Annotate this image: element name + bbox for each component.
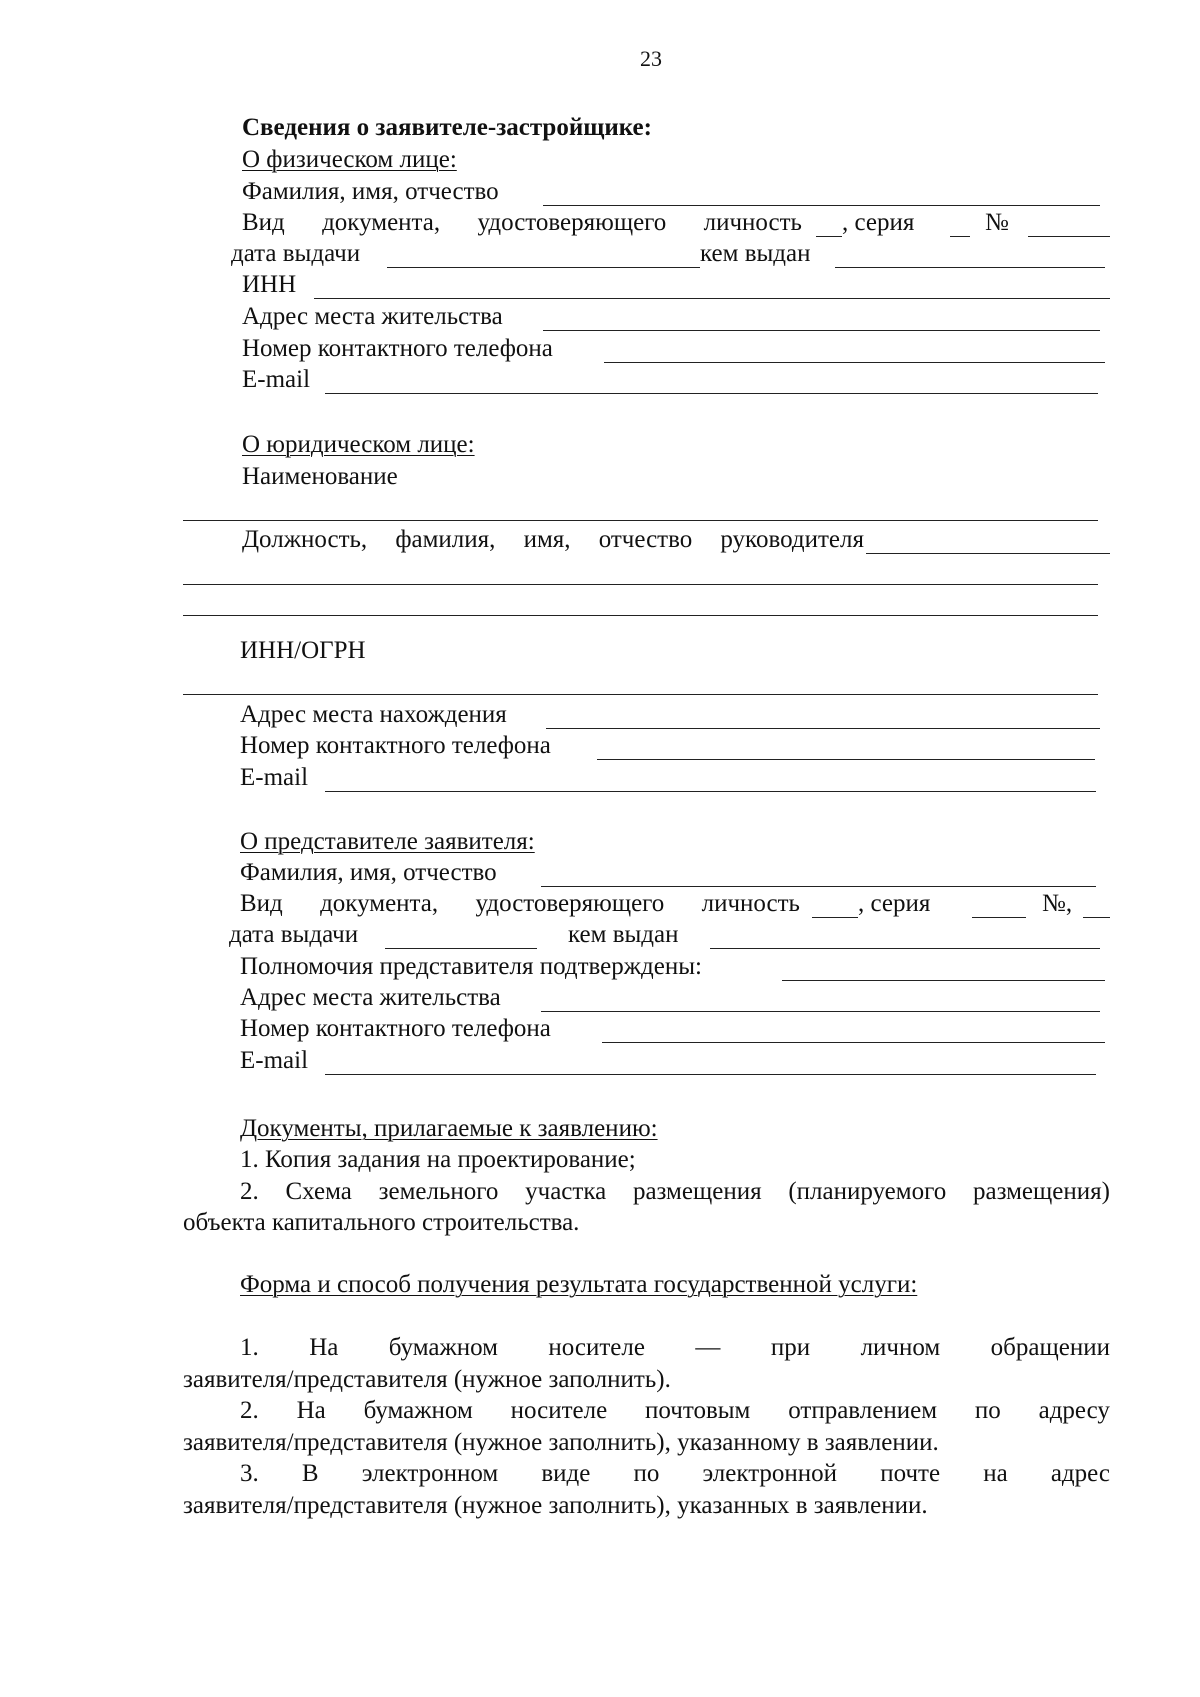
- individual-address-label: Адрес места жительства: [242, 303, 503, 330]
- option-word: носителе: [548, 1334, 645, 1361]
- option-word: 2.: [240, 1397, 259, 1424]
- individual-address-field[interactable]: [543, 330, 1100, 331]
- result-option-2-continuation: заявителя/представителя (нужное заполнить), указанному в заявлении.: [183, 1429, 939, 1456]
- option-word: На: [309, 1334, 339, 1361]
- doc-word: личность: [701, 890, 800, 917]
- individual-issue-date-field[interactable]: [387, 267, 700, 268]
- option-word: виде: [541, 1460, 591, 1487]
- representative-authority-field[interactable]: [782, 980, 1105, 981]
- head-word: имя,: [523, 526, 571, 553]
- individual-phone-field[interactable]: [604, 362, 1105, 363]
- head-word: фамилия,: [395, 526, 496, 553]
- doc-word: Вид: [240, 890, 283, 917]
- representative-fio-label: Фамилия, имя, отчество: [240, 859, 497, 886]
- option-word: электронном: [361, 1460, 499, 1487]
- option-word: бумажном: [388, 1334, 498, 1361]
- option-word: носителе: [510, 1397, 608, 1424]
- option-word: почтовым: [645, 1397, 751, 1424]
- individual-inn-field[interactable]: [314, 298, 1110, 299]
- option-word: электронной: [702, 1460, 838, 1487]
- option-word: адрес: [1050, 1460, 1110, 1487]
- item-word: размещения): [972, 1178, 1110, 1205]
- individual-inn-label: ИНН: [242, 271, 297, 298]
- option-word: по: [974, 1397, 1001, 1424]
- representative-heading: О представителе заявителя:: [240, 828, 535, 855]
- representative-number-label: №,: [1042, 890, 1073, 917]
- representative-issue-date-field[interactable]: [385, 948, 537, 949]
- section-title: Сведения о заявителе-застройщике:: [242, 114, 652, 141]
- representative-phone-label: Номер контактного телефона: [240, 1015, 551, 1042]
- documents-heading: Документы, прилагаемые к заявлению:: [240, 1115, 658, 1142]
- individual-number-label: №: [985, 209, 1009, 236]
- individual-issue-date-label: дата выдачи: [231, 240, 361, 267]
- legal-phone-label: Номер контактного телефона: [240, 732, 551, 759]
- option-word: 1.: [240, 1334, 259, 1361]
- legal-name-field[interactable]: [183, 520, 1098, 521]
- legal-inn-ogrn-field[interactable]: [183, 694, 1098, 695]
- doc-word: Вид: [242, 209, 285, 236]
- representative-authority-label: Полномочия представителя подтверждены:: [240, 953, 702, 980]
- legal-location-label: Адрес места нахождения: [240, 701, 507, 728]
- doc-word: удостоверяющего: [475, 890, 665, 917]
- legal-head-field-line3[interactable]: [183, 615, 1098, 616]
- representative-email-field[interactable]: [325, 1074, 1096, 1075]
- representative-issued-by-label: кем выдан: [568, 921, 679, 948]
- legal-email-field[interactable]: [325, 791, 1096, 792]
- individual-email-label: E-mail: [242, 366, 311, 393]
- representative-doc-type-field[interactable]: [812, 917, 858, 918]
- item-word: размещения: [632, 1178, 762, 1205]
- representative-series-field[interactable]: [972, 917, 1026, 918]
- legal-heading: О юридическом лице:: [242, 431, 475, 458]
- individual-fio-field[interactable]: [543, 205, 1100, 206]
- option-word: бумажном: [363, 1397, 473, 1424]
- documents-item-2-continuation: объекта капитального строительства.: [183, 1209, 580, 1236]
- legal-head-field-line2[interactable]: [183, 584, 1098, 585]
- representative-series-label: , серия: [858, 890, 931, 917]
- option-word: В: [301, 1460, 319, 1487]
- option-word: адресу: [1038, 1397, 1110, 1424]
- representative-fio-field[interactable]: [541, 886, 1096, 887]
- representative-number-field[interactable]: [1083, 917, 1110, 918]
- item-word: 2.: [240, 1178, 259, 1205]
- individual-series-label: , серия: [842, 209, 915, 236]
- doc-word: удостоверяющего: [477, 209, 667, 236]
- legal-phone-field[interactable]: [597, 759, 1095, 760]
- option-word: 3.: [240, 1460, 259, 1487]
- result-option-2: [240, 1396, 1110, 1426]
- individual-issued-by-label: кем выдан: [700, 240, 811, 267]
- result-option-3: [240, 1459, 1110, 1489]
- option-word: почте: [880, 1460, 941, 1487]
- item-word: (планируемого: [788, 1178, 947, 1205]
- representative-phone-field[interactable]: [602, 1042, 1105, 1043]
- individual-heading: О физическом лице:: [242, 146, 457, 173]
- representative-issued-by-field[interactable]: [710, 948, 1100, 949]
- doc-word: документа,: [320, 890, 439, 917]
- documents-item-1: 1. Копия задания на проектирование;: [240, 1146, 636, 1173]
- option-word: по: [633, 1460, 660, 1487]
- legal-email-label: E-mail: [240, 764, 309, 791]
- head-word: руководителя: [720, 526, 864, 553]
- individual-phone-label: Номер контактного телефона: [242, 335, 553, 362]
- individual-fio-label: Фамилия, имя, отчество: [242, 178, 499, 205]
- individual-number-field[interactable]: [1028, 236, 1110, 237]
- individual-series-field[interactable]: [950, 236, 970, 237]
- option-word: на: [983, 1460, 1008, 1487]
- item-word: земельного: [378, 1178, 499, 1205]
- result-option-1-continuation: заявителя/представителя (нужное заполнить).: [183, 1366, 671, 1393]
- page-number: 23: [640, 46, 662, 71]
- item-word: Схема: [285, 1178, 352, 1205]
- representative-email-label: E-mail: [240, 1047, 309, 1074]
- representative-address-label: Адрес места жительства: [240, 984, 501, 1011]
- legal-head-label: [242, 525, 864, 555]
- representative-issue-date-label: дата выдачи: [229, 921, 359, 948]
- option-word: отправлением: [788, 1397, 938, 1424]
- option-word: На: [296, 1397, 326, 1424]
- legal-inn-ogrn-label: ИНН/ОГРН: [240, 637, 366, 664]
- option-word: —: [695, 1334, 721, 1361]
- documents-item-2: [240, 1177, 1110, 1207]
- representative-address-field[interactable]: [541, 1011, 1100, 1012]
- individual-doc-type-field[interactable]: [816, 236, 842, 237]
- option-word: обращении: [990, 1334, 1110, 1361]
- head-word: отчество: [598, 526, 693, 553]
- item-word: участка: [525, 1178, 607, 1205]
- option-word: личном: [860, 1334, 941, 1361]
- individual-doc-label: [242, 208, 802, 238]
- representative-doc-label: [240, 889, 800, 919]
- option-word: при: [770, 1334, 811, 1361]
- result-heading: Форма и способ получения результата государственной услуги:: [240, 1271, 918, 1298]
- legal-head-field[interactable]: [866, 553, 1110, 554]
- doc-word: документа,: [322, 209, 441, 236]
- legal-name-label: Наименование: [242, 463, 398, 490]
- result-option-3-continuation: заявителя/представителя (нужное заполнить), указанных в заявлении.: [183, 1492, 928, 1519]
- doc-word: личность: [703, 209, 802, 236]
- result-option-1: [240, 1333, 1110, 1363]
- individual-issued-by-field[interactable]: [835, 267, 1105, 268]
- individual-email-field[interactable]: [325, 393, 1098, 394]
- legal-location-field[interactable]: [546, 728, 1100, 729]
- head-word: Должность,: [242, 526, 368, 553]
